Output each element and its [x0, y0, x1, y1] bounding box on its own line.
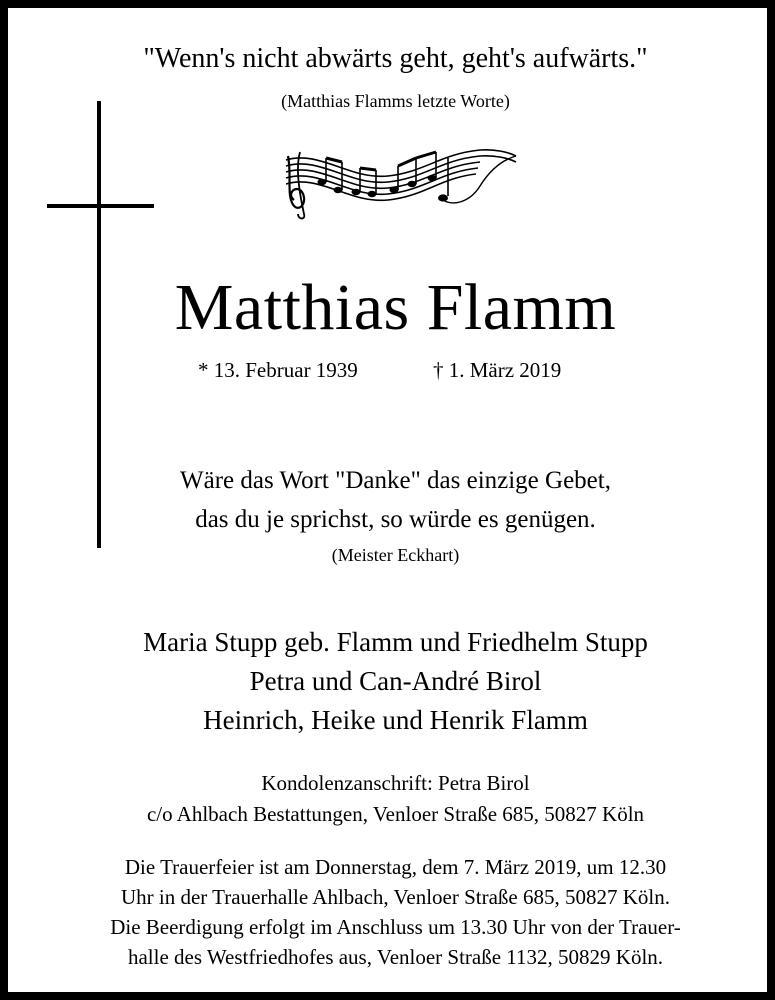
- condolence-address: [8, 768, 775, 830]
- quote-line: Wäre das Wort "Danke" das einzige Gebet,: [180, 467, 611, 494]
- birth-date: * 13. Februar 1939: [198, 358, 358, 382]
- family-line: Petra und Can-André Birol: [249, 666, 542, 696]
- motto-attribution: (Matthias Flamms letzte Worte): [281, 91, 510, 111]
- family-line: Heinrich, Heike und Henrik Flamm: [203, 705, 588, 735]
- condolence-line: Kondolenzanschrift: Petra Birol: [261, 771, 530, 795]
- cross-horizontal-bar: [47, 204, 154, 208]
- ceremony-line: halle des Westfriedhofes aus, Venloer Straße 1132, 50829 Köln.: [127, 945, 664, 969]
- quote-attribution: (Meister Eckhart): [331, 545, 460, 565]
- ceremony-line: Die Trauerfeier ist am Donnerstag, dem 7. März 2019, um 12.30: [124, 855, 667, 879]
- funeral-details: [8, 852, 775, 972]
- quote-line: das du je sprichst, so würde es genügen.: [195, 506, 596, 533]
- death-date: † 1. März 2019: [433, 358, 562, 382]
- eckhart-quote: [8, 461, 775, 539]
- family-mourners: [8, 623, 775, 740]
- ceremony-line: Uhr in der Trauerhalle Ahlbach, Venloer Straße 685, 50827 Köln.: [120, 885, 670, 909]
- deceased-name: Matthias Flamm: [174, 271, 617, 344]
- motto-quote: "Wenn's nicht abwärts geht, geht's aufwärts.": [143, 43, 648, 74]
- condolence-line: c/o Ahlbach Bestattungen, Venloer Straße 685, 50827 Köln: [146, 802, 645, 826]
- music-staff-notes-icon: [280, 146, 520, 222]
- ceremony-line: Die Beerdigung erfolgt im Anschluss um 13.30 Uhr von der Trauer-: [110, 915, 681, 939]
- family-line: Maria Stupp geb. Flamm und Friedhelm Stupp: [143, 627, 648, 657]
